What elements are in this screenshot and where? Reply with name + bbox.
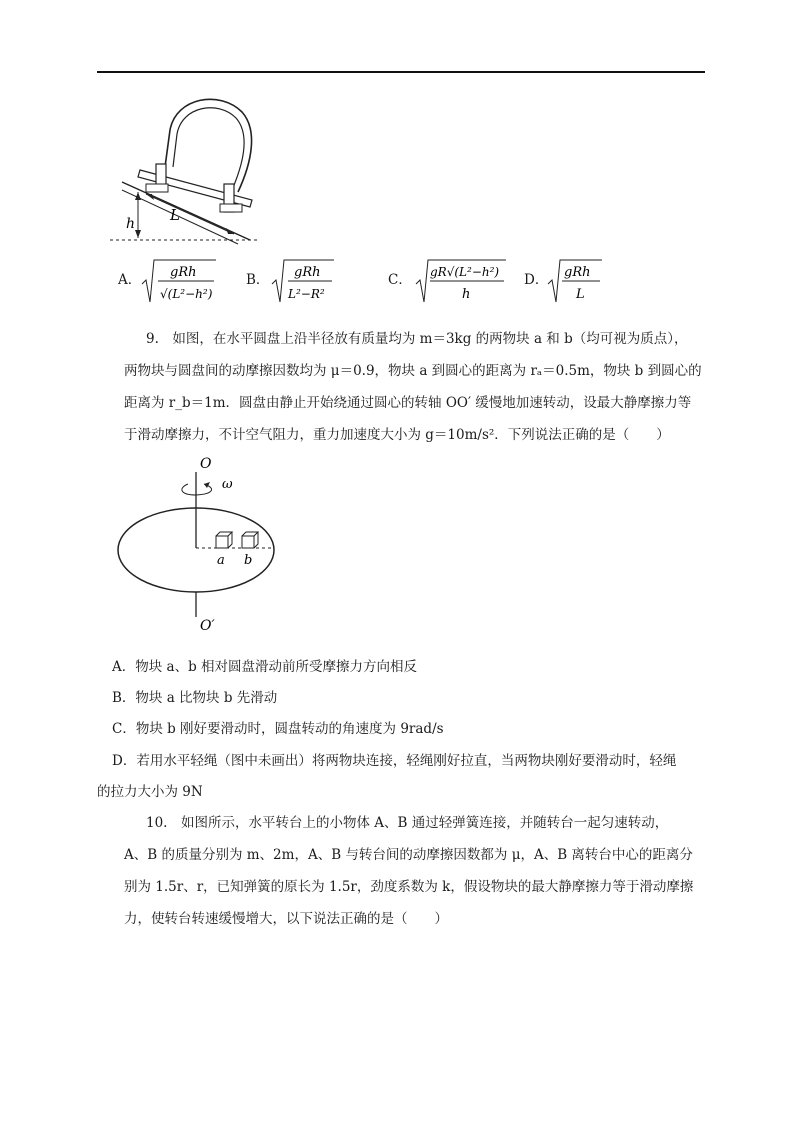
q8-option-d-den: L <box>576 287 585 302</box>
q8-option-c-num: gR√(L²−h²) <box>430 265 500 279</box>
fig9-label-O-prime: O′ <box>200 618 215 634</box>
q8-option-a-formula <box>140 256 220 306</box>
q8-option-a-num: gRh <box>170 265 197 280</box>
q8-option-d-formula <box>546 256 606 306</box>
q8-option-a-label: A． <box>118 272 142 288</box>
q8-option-b-den: L²−R² <box>288 287 325 301</box>
q10-line-1: 10. 如图所示，水平转台上的小物体 A、B 通过轻弹簧连接，并随转台一起匀速转动， <box>146 815 669 831</box>
q8-option-b-label: B． <box>246 272 270 288</box>
fig9-label-b: b <box>244 553 253 568</box>
figure-q8-incline <box>110 92 270 247</box>
header-rule <box>97 71 705 73</box>
q9-option-d-line-1: D．若用水平轻绳（图中未画出）将两物块连接，轻绳刚好拉直，当两物块刚好要滑动时，轻绳 <box>112 753 677 769</box>
fig9-label-O: O <box>200 456 212 472</box>
q10-line-2: A、B 的质量分别为 m、2m，A、B 与转台间的动摩擦因数都为 μ，A、B 离转台中心的距离分 <box>124 847 693 863</box>
q8-option-c-den: h <box>462 287 471 302</box>
q9-option-c: C．物块 b 刚好要滑动时，圆盘转动的角速度为 9rad/s <box>112 721 444 737</box>
q9-line-4: 于滑动摩擦力，不计空气阻力，重力加速度大小为 g＝10m/s²．下列说法正确的是（ ） <box>124 427 670 443</box>
q8-option-a-den: √(L²−h²) <box>160 287 213 301</box>
q8-option-c-label: C． <box>388 272 412 288</box>
q8-option-b-num: gRh <box>294 265 321 280</box>
q9-option-d-line-2: 的拉力大小为 9N <box>97 784 203 800</box>
label-h: h <box>126 216 136 232</box>
q8-option-d-num: gRh <box>564 265 591 280</box>
q9-line-2: 两物块与圆盘间的动摩擦因数均为 μ＝0.9，物块 a 到圆心的距离为 rₐ＝0.5m，物块 b 到圆心的 <box>124 363 702 379</box>
q10-line-4: 力，使转台转速缓慢增大，以下说法正确的是（ ） <box>124 911 448 927</box>
q8-option-b-formula <box>270 256 340 306</box>
figure-q9-disc <box>110 452 290 637</box>
q9-line-1: 9. 如图，在水平圆盘上沿半径放有质量均为 m＝3kg 的两物块 a 和 b（均可视为质点）， <box>146 331 688 347</box>
fig9-label-omega: ω <box>222 477 233 492</box>
q9-option-a: A．物块 a、b 相对圆盘滑动前所受摩擦力方向相反 <box>112 659 418 675</box>
q9-line-3: 距离为 r_b＝1m．圆盘由静止开始绕通过圆心的转轴 OO′ 缓慢地加速转动，设最大静摩擦力等 <box>124 395 692 411</box>
q8-option-d-label: D． <box>524 272 549 288</box>
q10-line-3: 别为 1.5r、r，已知弹簧的原长为 1.5r，劲度系数为 k，假设物块的最大静摩擦力等于滑动摩擦 <box>124 879 694 895</box>
q9-option-b: B．物块 a 比物块 b 先滑动 <box>112 690 278 706</box>
fig9-label-a: a <box>217 553 225 568</box>
label-L: L <box>170 206 180 224</box>
q8-option-c-formula <box>414 256 510 306</box>
